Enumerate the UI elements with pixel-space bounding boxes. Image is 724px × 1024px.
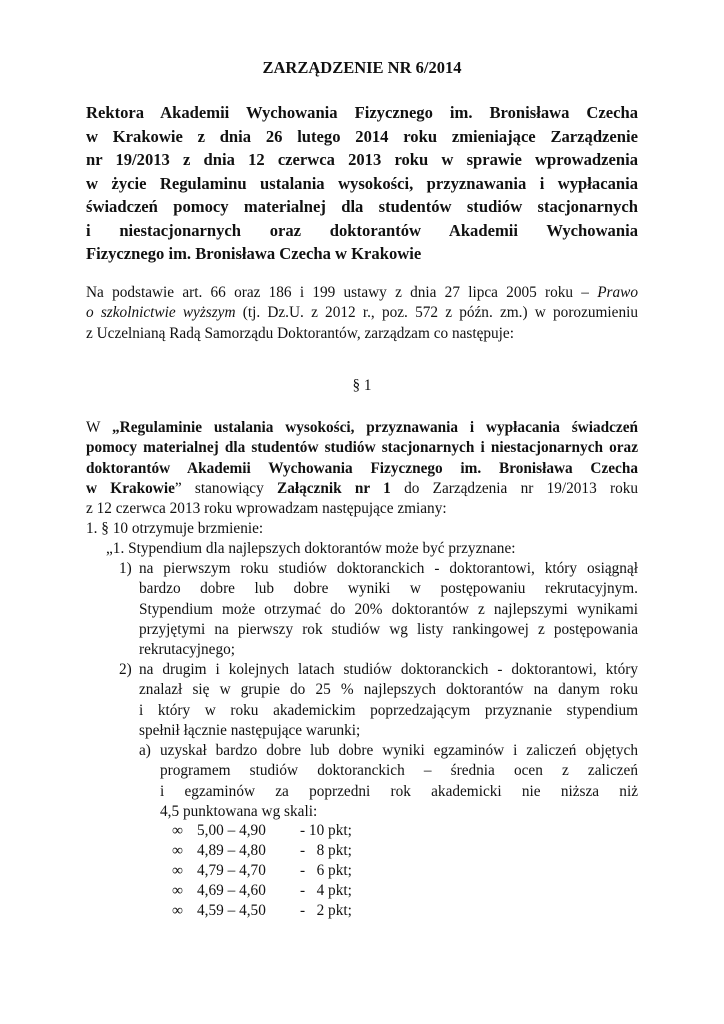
point-line: przyjętymi na pierwszy rok studiów wg listy rankingowej z postępowania [139, 620, 638, 638]
grade-range: 4,69 – 4,60 [197, 882, 266, 899]
preamble-line: Na podstawie art. 66 oraz 186 i 199 ustawy z dnia 27 lipca 2005 roku – Prawo [86, 284, 638, 301]
intro-line: z 12 czerwca 2013 roku wprowadzam następujące zmiany: [86, 500, 447, 518]
heading-line: Rektora Akademii Wychowania Fizycznego im. Bronisława Czecha [86, 103, 638, 122]
heading-line: nr 19/2013 z dnia 12 czerwca 2013 roku w sprawie wprowadzenia [86, 150, 638, 169]
subpoint-letter: a) [139, 742, 151, 759]
grade-points: - 6 pkt; [300, 862, 352, 879]
point-line: i który w roku akademickim poprzedzającym przyznanie stypendium [139, 701, 638, 719]
point-line: bardzo dobre lub dobre wyniki w postępowaniu rekrutacyjnym. [139, 580, 638, 598]
document-title: ZARZĄDZENIE NR 6/2014 [262, 58, 462, 77]
subpoint-line: uzyskał bardzo dobre lub dobre wyniki egzaminów i zaliczeń objętych [160, 742, 638, 759]
heading-line: w życie Regulaminu ustalania wysokości, przyznawania i wypłacania [86, 173, 638, 193]
point-line: Stypendium może otrzymać do 20% doktorantów z najlepszymi wynikami [139, 600, 638, 618]
infinity-bullet-icon: ∞ [172, 842, 183, 859]
point-line: na pierwszym roku studiów doktoranckich - doktorantowi, który osiągnął [139, 560, 638, 577]
point-line: rekrutacyjnego; [139, 641, 235, 659]
intro-line: W „Regulaminie ustalania wysokości, przyznawania i wypłacania świadczeń [86, 419, 639, 436]
heading-line: świadczeń pomocy materialnej dla studentów studiów stacjonarnych [86, 197, 638, 216]
heading-line: w Krakowie z dnia 26 lutego 2014 roku zmieniające Zarządzenie [86, 126, 638, 146]
grade-points: - 10 pkt; [300, 822, 352, 839]
intro-line: pomocy materialnej dla studentów studiów stacjonarnych i niestacjonarnych oraz [86, 439, 638, 457]
subpoint-a [160, 741, 638, 822]
document-heading [86, 101, 638, 266]
heading-line: i niestacjonarnych oraz doktorantów Akademii Wychowania [86, 220, 638, 240]
infinity-bullet-icon: ∞ [172, 902, 183, 919]
point-line: spełnił łącznie następujące warunki; [139, 721, 361, 739]
section-number: § 1 [352, 377, 372, 394]
intro-line: w Krakowie” stanowiący Załącznik nr 1 do Zarządzenia nr 19/2013 roku [86, 479, 639, 497]
grade-range: 4,79 – 4,70 [197, 862, 266, 879]
subpoint-line: 4,5 punktowana wg skali: [160, 802, 318, 820]
point-line: na drugim i kolejnych latach studiów doktoranckich - doktorantowi, który [139, 661, 638, 678]
infinity-bullet-icon: ∞ [172, 822, 183, 839]
point-number: 1) [119, 560, 132, 577]
intro-line: doktorantów Akademii Wychowania Fizycznego im. Bronisława Czecha [86, 459, 638, 477]
point-1 [139, 559, 638, 660]
heading-line: Fizycznego im. Bronisława Czecha w Krakowie [86, 244, 422, 263]
grade-range: 5,00 – 4,90 [197, 822, 266, 839]
grade-points: - 2 pkt; [300, 902, 352, 919]
grade-range: 4,89 – 4,80 [197, 842, 266, 859]
point-line: znalazł się w grupie do 25 % najlepszych doktorantów na danym roku [139, 681, 638, 699]
quoted-paragraph: „1. Stypendium dla najlepszych doktorantów może być przyznane: [106, 540, 516, 557]
infinity-bullet-icon: ∞ [172, 862, 183, 879]
preamble-line: o szkolnictwie wyższym (tj. Dz.U. z 2012 r., poz. 572 z późn. zm.) w porozumieniu [86, 304, 638, 322]
grade-points: - 8 pkt; [300, 842, 352, 859]
subpoint-line: programem studiów doktoranckich – średnia ocen z zaliczeń [160, 762, 638, 780]
grade-range: 4,59 – 4,50 [197, 902, 266, 919]
subpoint-line: i egzaminów za poprzedni rok akademicki nie niższa niż [160, 782, 638, 800]
grade-points: - 4 pkt; [300, 882, 352, 899]
change-item: 1. § 10 otrzymuje brzmienie: [86, 520, 264, 537]
preamble-line: z Uczelnianą Radą Samorządu Doktorantów, zarządzam co następuje: [86, 324, 514, 342]
point-number: 2) [119, 661, 132, 678]
intro-paragraph [86, 418, 638, 519]
infinity-bullet-icon: ∞ [172, 882, 183, 899]
preamble [86, 283, 638, 344]
point-2 [139, 660, 638, 741]
